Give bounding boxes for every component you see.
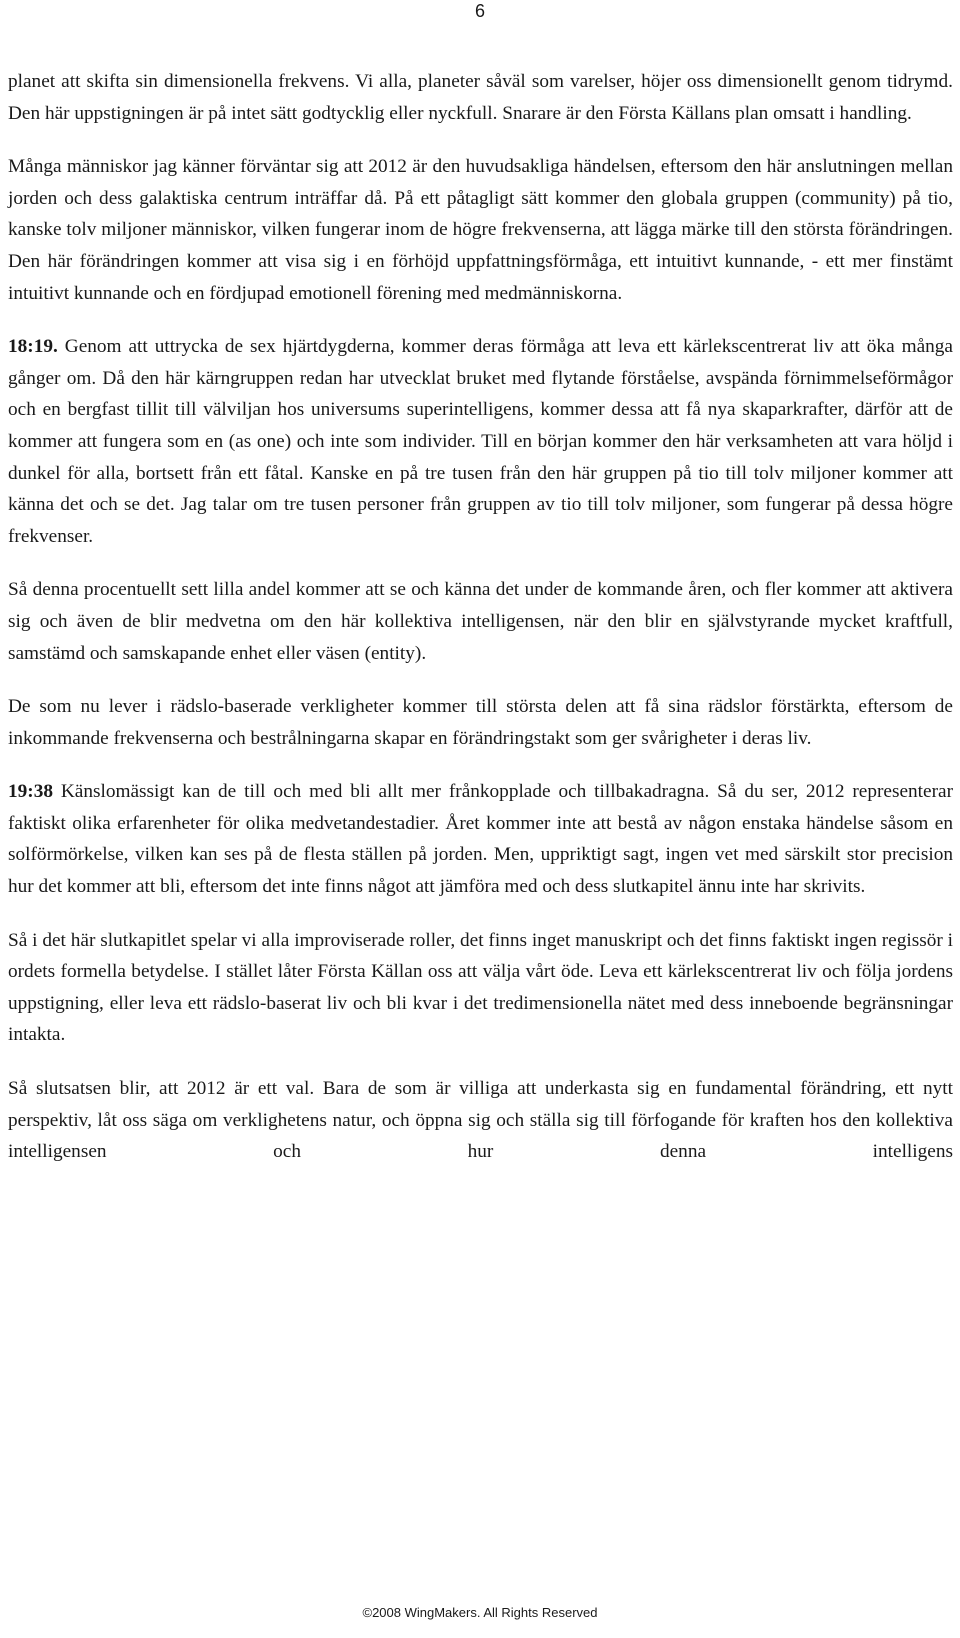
timestamp-label: 18:19.: [8, 336, 58, 358]
copyright-text: ©2008 WingMakers. All Rights Reserved: [362, 1605, 598, 1620]
document-body: [8, 66, 953, 1168]
paragraph-4: [8, 574, 953, 669]
paragraph-text: Känslomässigt kan de till och med bli allt mer frånkopplade och tillbakadragna. Så du ser, 2012 representerar faktiskt olika erfarenheter för olika medvetandestadier. Året kommer inte att bestå av någon enstaka händelse såsom en solförmörkelse, vilken kan ses på de flesta ställen på jorden. Men, uppriktigt sagt, ingen vet med särskilt stor precision hur det kommer att bli, eftersom det inte finns något att jämföra med och dess slutkapitel ännu inte har skrivits.: [8, 781, 953, 898]
page-number-text: 6: [474, 1, 485, 21]
paragraph-text: planet att skifta sin dimensionella frekvens. Vi alla, planeter såväl som varelser, höjer oss dimensionellt genom tidrymd. Den här uppstigningen är på intet sätt godtycklig eller nyckfull. Snarare är den Första Källans plan omsatt i handling.: [8, 71, 953, 124]
paragraph-8: [8, 1073, 953, 1168]
timestamp-label: 19:38: [8, 781, 53, 803]
page-footer: [0, 1605, 960, 1621]
paragraph-text: Så denna procentuellt sett lilla andel kommer att se och känna det under de kommande åren, och fler kommer att aktivera sig och även de blir medvetna om den här kollektiva intelligensen, när den blir en självstyrande mycket kraftfull, samstämd och samskapande enhet eller väsen (entity).: [8, 579, 953, 664]
paragraph-1: [8, 66, 953, 129]
paragraph-text: Så i det här slutkapitlet spelar vi alla improviserade roller, det finns inget manuskript och det finns faktiskt ingen regissör i ordets formella betydelse. I stället låter Första Källan oss att välja vårt öde. Leva ett kärlekscentrerat liv och följa jordens uppstigning, eller leva ett rädslo-baserat liv och bli kvar i det tredimensionella nätet med dess inneboende begränsningar intakta.: [8, 929, 953, 1046]
paragraph-2: [8, 151, 953, 309]
paragraph-5: [8, 691, 953, 754]
paragraph-7: [8, 925, 953, 1051]
paragraph-text: De som nu lever i rädslo-baserade verkligheter kommer till största delen att få sina rädslor förstärkta, eftersom de inkommande frekvenserna och bestrålningarna skapar en förändringstakt som ger svårigheter i deras liv.: [8, 696, 953, 749]
paragraph-text: Många människor jag känner förväntar sig att 2012 är den huvudsakliga händelsen, eftersom den här anslutningen mellan jorden och dess galaktiska centrum inträffar då. På ett påtagligt sätt kommer den globala gruppen (community) på tio, kanske tolv miljoner människor, vilken fungerar inom de högre frekvenserna, att lägga märke till den största förändringen. Den här förändringen kommer att visa sig i en förhöjd uppfattningsförmåga, ett intuitivt kunnande, - ett mer finstämt intuitivt kunnande och en fördjupad emotionell förening med medmänniskorna.: [8, 156, 953, 304]
paragraph-3: [8, 331, 953, 552]
paragraph-text: Så slutsatsen blir, att 2012 är ett val. Bara de som är villiga att underkasta sig en fundamental förändring, ett nytt perspektiv, låt oss säga om verklighetens natur, och öppna sig och ställa sig till förfogande för kraften hos den kollektiva intelligensen och hur denna intelligens: [8, 1078, 953, 1163]
page-number: [0, 0, 960, 22]
paragraph-6: [8, 776, 953, 902]
paragraph-text: Genom att uttrycka de sex hjärtdygderna, kommer deras förmåga att leva ett kärlekscentrerat liv att öka många gånger om. Då den här kärngruppen redan har utvecklat bruket med flytande förståelse, avspända förnimmelseförmågor och en bergfast tillit till välviljan hos universums superintelligens, kommer dessa att få nya skaparkrafter, därför att de kommer att fungera som en (as one) och inte som individer. Till en början kommer den här verksamheten att vara höljd i dunkel för alla, bortsett från ett fåtal. Kanske en på tre tusen från den här gruppen på tio till tolv miljoner kommer att känna det och se det. Jag talar om tre tusen personer från gruppen av tio till tolv miljoner, som fungerar på dessa högre frekvenser.: [8, 336, 953, 547]
